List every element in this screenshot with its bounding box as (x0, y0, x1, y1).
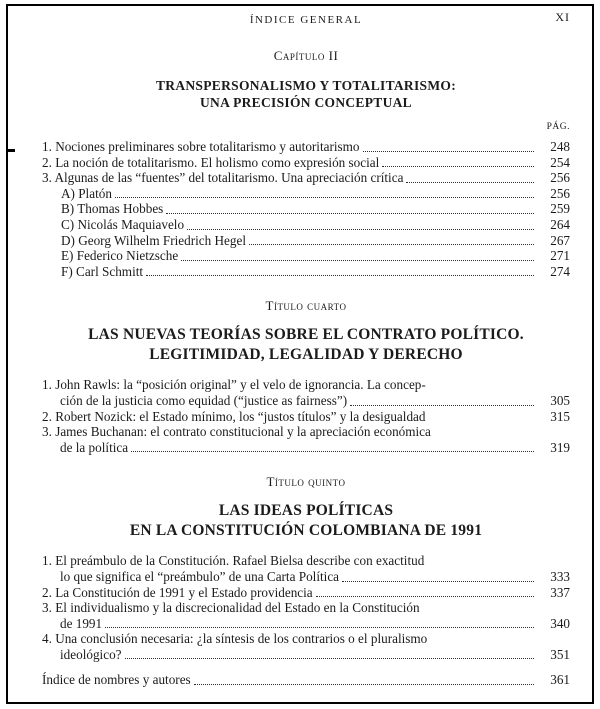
entry-page: 274 (550, 263, 570, 279)
running-header (42, 10, 570, 26)
toc-entry-index-of-names (42, 672, 570, 688)
entry-page: 337 (550, 584, 570, 600)
entry-text: B) Thomas Hobbes (61, 201, 164, 217)
toc-subentry (42, 201, 570, 217)
toc-entry (42, 424, 570, 440)
entry-text: D) Georg Wilhelm Friedrich Hegel (61, 232, 247, 248)
dot-leader (187, 229, 534, 230)
toc-subentry (42, 248, 570, 264)
entry-page: 340 (550, 615, 570, 631)
entry-text: lo que significa el “preámbulo” de una Carta Política (60, 568, 340, 584)
entry-text: 2. Robert Nozick: el Estado mínimo, los “justos títulos” y la desigualdad (42, 408, 426, 424)
dot-leader (166, 213, 534, 214)
entry-text: ción de la justicia como equidad (“justice as fairness”) (60, 392, 348, 408)
chapter-entries (42, 139, 570, 279)
pag-column-label: PÁG. (546, 122, 570, 132)
dot-leader (342, 581, 534, 582)
entry-text: de la política (60, 439, 129, 455)
entry-text: 1. El preámbulo de la Constitución. Rafael Bielsa describe con exactitud (42, 553, 425, 569)
entry-text: 4. Una conclusión necesaria: ¿la síntesis de los contrarios o el pluralismo (42, 631, 428, 647)
dot-leader (125, 658, 534, 659)
entry-page: 315 (550, 408, 570, 424)
toc-entry (42, 553, 570, 569)
entry-page: 361 (550, 672, 570, 688)
entry-page: 319 (550, 439, 570, 455)
dot-leader (316, 596, 534, 597)
entry-page: 256 (550, 185, 570, 201)
dot-leader (105, 627, 534, 628)
toc-entry-continuation (42, 616, 570, 632)
entry-text: 2. La Constitución de 1991 y el Estado providencia (42, 584, 313, 600)
entry-page: 267 (550, 232, 570, 248)
toc-entry (42, 600, 570, 616)
section-title (42, 501, 570, 540)
entry-text: C) Nicolás Maquiavelo (61, 216, 185, 232)
dot-leader (181, 260, 534, 261)
toc-entry (42, 585, 570, 601)
dot-leader (382, 166, 534, 167)
toc-entry (42, 155, 570, 171)
entry-text: 1. Nociones preliminares sobre totalitarismo y autoritarismo (42, 139, 360, 154)
toc-subentry (42, 264, 570, 280)
section-title (42, 325, 570, 364)
toc-entry (42, 170, 570, 186)
section-title-line2: LEGITIMIDAD, LEGALIDAD Y DERECHO (149, 345, 463, 363)
toc-subentry (42, 186, 570, 202)
section-kicker: Título cuarto (265, 298, 347, 314)
entry-page: 248 (550, 139, 570, 154)
dot-leader (146, 275, 534, 276)
chapter-title-line2: UNA PRECISIÓN CONCEPTUAL (200, 95, 412, 110)
toc-subentry (42, 233, 570, 249)
toc-subentry (42, 217, 570, 233)
entry-text: 2. La noción de totalitarismo. El holismo como expresión social (42, 154, 380, 170)
chapter-kicker: Capítulo II (273, 48, 339, 63)
section-title-line1: LAS NUEVAS TEORÍAS SOBRE EL CONTRATO POLÍTICO. (88, 326, 524, 344)
entry-text: 3. El individualismo y la discrecionalidad del Estado en la Constitución (42, 600, 420, 616)
chapter-title-line1: TRANSPERSONALISMO Y TOTALITARISMO: (155, 78, 456, 93)
entry-text: ideológico? (60, 646, 122, 662)
dot-leader (350, 405, 534, 406)
header-title: ÍNDICE GENERAL (249, 14, 363, 26)
header-page-number: XI (555, 10, 570, 24)
entry-page: 305 (550, 392, 570, 408)
entry-text: Índice de nombres y autores (42, 672, 191, 688)
toc-entry-continuation (42, 569, 570, 585)
toc-entry (42, 139, 570, 155)
entry-text: 3. James Buchanan: el contrato constitucional y la apreciación económica (42, 424, 431, 440)
dot-leader (194, 684, 534, 685)
entry-page: 264 (550, 216, 570, 232)
entry-text: 3. Algunas de las “fuentes” del totalitarismo. Una apreciación crítica (42, 170, 404, 186)
entry-text: F) Carl Schmitt (61, 263, 144, 279)
section-title-line2: EN LA CONSTITUCIÓN COLOMBIANA DE 1991 (129, 521, 483, 539)
entry-text: E) Federico Nietzsche (61, 248, 179, 264)
entry-page: 259 (550, 201, 570, 217)
chapter-title (42, 77, 570, 111)
toc-page (42, 10, 570, 688)
section-titulo-quinto (42, 474, 570, 662)
dot-leader (131, 451, 534, 452)
dot-leader (115, 197, 534, 198)
toc-entry (42, 377, 570, 393)
dot-leader (406, 182, 534, 183)
section-titulo-cuarto (42, 298, 570, 455)
entry-page: 254 (550, 154, 570, 170)
section-entries (42, 553, 570, 662)
dot-leader (249, 244, 534, 245)
entry-page: 256 (550, 170, 570, 186)
entry-text: 1. John Rawls: la “posición original” y el velo de ignorancia. La concep- (42, 377, 426, 393)
toc-entry-continuation (42, 647, 570, 663)
section-entries (42, 377, 570, 455)
toc-entry-continuation (42, 440, 570, 456)
section-title-line1: LAS IDEAS POLÍTICAS (218, 502, 394, 520)
dot-leader (363, 151, 534, 152)
entry-text: A) Platón (61, 185, 112, 201)
toc-entry (42, 631, 570, 647)
entry-page: 351 (550, 646, 570, 662)
toc-entry (42, 409, 570, 425)
section-kicker: Título quinto (266, 474, 346, 490)
toc-entry-continuation (42, 393, 570, 409)
scan-artifact (6, 149, 15, 152)
entry-text: de 1991 (60, 615, 103, 631)
entry-page: 271 (550, 248, 570, 264)
entry-page: 333 (550, 568, 570, 584)
